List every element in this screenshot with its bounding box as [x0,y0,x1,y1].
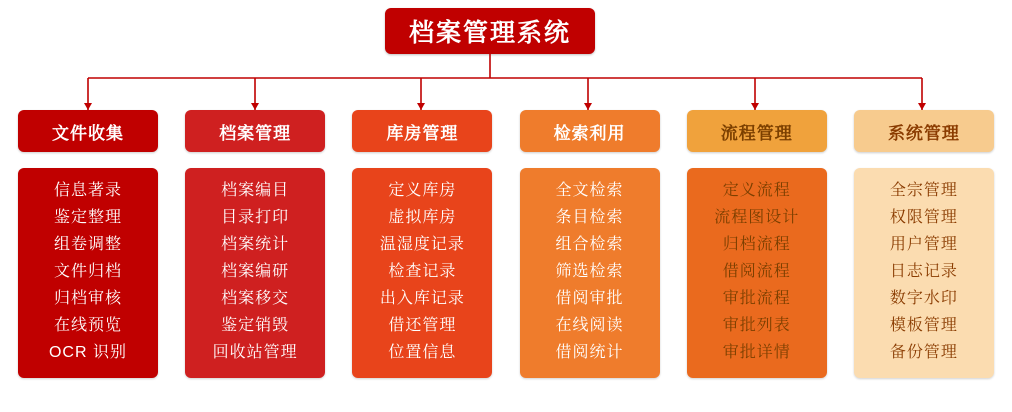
list-item[interactable]: 回收站管理 [212,344,298,361]
column-header[interactable] [687,110,827,152]
list-item[interactable]: 审批流程 [722,290,791,307]
column-header-label: 系统管理 [887,123,960,143]
column-process-management [687,110,827,378]
list-item[interactable]: 信息著录 [53,182,122,199]
list-item[interactable]: 档案移交 [221,290,290,307]
list-item[interactable]: 目录打印 [221,209,290,226]
list-item[interactable]: 日志记录 [889,263,958,280]
column-retrieval-usage [520,110,660,378]
list-item[interactable]: 审批详情 [722,344,791,361]
root-node-label: 档案管理系统 [408,19,571,47]
list-item[interactable]: 出入库记录 [379,290,465,307]
column-container [0,110,1012,378]
list-item[interactable]: 在线阅读 [555,317,624,334]
list-item[interactable]: 条目检索 [555,209,624,226]
list-item[interactable]: 定义流程 [722,182,791,199]
list-item[interactable]: 文件归档 [53,263,122,280]
column-warehouse-management [352,110,492,378]
column-header-label: 流程管理 [720,123,793,143]
column-body [185,168,325,378]
column-header[interactable] [18,110,158,152]
list-item[interactable]: 模板管理 [889,317,958,334]
list-item[interactable]: 归档流程 [722,236,791,253]
list-item[interactable]: 档案编目 [221,182,290,199]
list-item[interactable]: 筛选检索 [555,263,624,280]
column-body [352,168,492,378]
list-item[interactable]: 虚拟库房 [388,209,457,226]
list-item[interactable]: 归档审核 [53,290,122,307]
column-header[interactable] [854,110,994,152]
list-item[interactable]: 在线预览 [53,317,122,334]
list-item[interactable]: 全文检索 [555,182,624,199]
list-item[interactable]: 位置信息 [388,344,457,361]
column-header[interactable] [185,110,325,152]
column-body [854,168,994,378]
list-item[interactable]: 档案统计 [221,236,290,253]
column-body [520,168,660,378]
column-header-label: 检索利用 [553,123,626,143]
list-item[interactable]: 温湿度记录 [379,236,465,253]
column-header[interactable] [520,110,660,152]
list-item[interactable]: 全宗管理 [889,182,958,199]
list-item[interactable]: 鉴定销毁 [221,317,290,334]
list-item[interactable]: 组卷调整 [53,236,122,253]
list-item[interactable]: 借阅流程 [722,263,791,280]
list-item[interactable]: 备份管理 [889,344,958,361]
list-item[interactable]: 权限管理 [889,209,958,226]
list-item[interactable]: 档案编研 [221,263,290,280]
column-archive-management [185,110,325,378]
list-item[interactable]: 定义库房 [388,182,457,199]
list-item[interactable]: 组合检索 [555,236,624,253]
list-item[interactable]: 借还管理 [388,317,457,334]
column-header-label: 库房管理 [386,123,459,143]
list-item[interactable]: 数字水印 [889,290,958,307]
list-item[interactable]: 借阅审批 [555,290,624,307]
column-header-label: 文件收集 [52,123,124,143]
column-body [687,168,827,378]
list-item[interactable]: 检查记录 [388,263,457,280]
list-item[interactable]: 用户管理 [889,236,958,253]
column-header[interactable] [352,110,492,152]
list-item[interactable]: 借阅统计 [555,344,624,361]
list-item[interactable]: 流程图设计 [714,209,800,226]
column-header-label: 档案管理 [219,123,292,143]
list-item[interactable]: 审批列表 [722,317,791,334]
column-file-collection [18,110,158,378]
list-item[interactable]: 鉴定整理 [53,209,122,226]
column-body [18,168,158,378]
list-item[interactable]: OCR 识别 [48,344,127,361]
column-system-management [854,110,994,378]
